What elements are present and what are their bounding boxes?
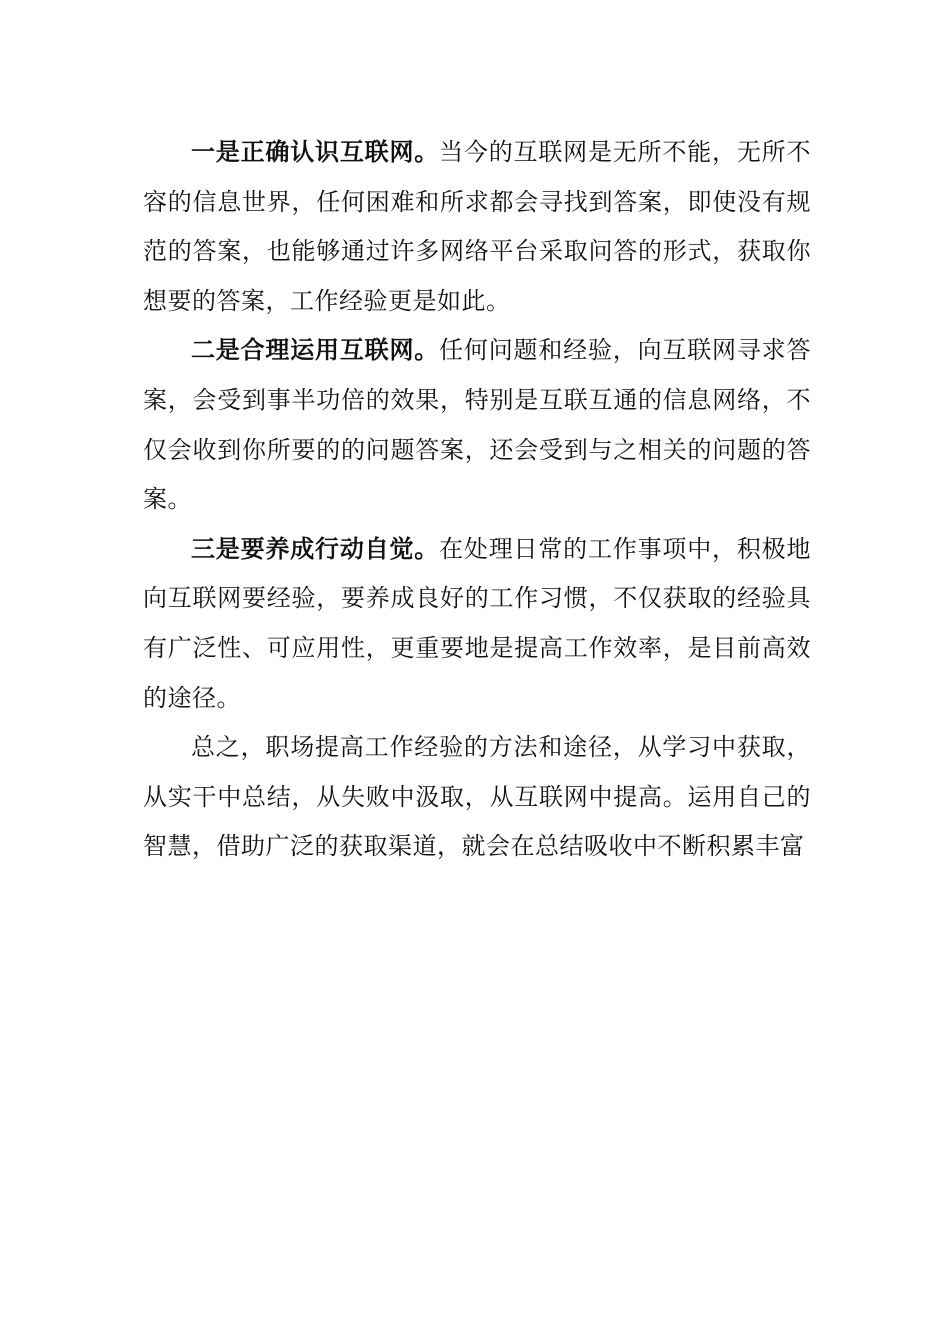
paragraph-1-text: 当今的互联网是无所不能，无所不容的信息世界，任何困难和所求都会寻找到答案，即使没有规范的答案，也能够通过许多网络平台采取问答的形式，获取你想要的答案，工作经验更是如此。 (143, 138, 811, 315)
paragraph-4 (143, 723, 811, 872)
paragraph-3-text: 在处理日常的工作事项中，积极地向互联网要经验，要养成良好的工作习惯，不仅获取的经验具有广泛性、可应用性，更重要地是提高工作效率，是目前高效的途径。 (143, 534, 811, 712)
paragraph-2 (143, 326, 811, 524)
paragraph-2-heading: 二是合理运用互联网。 (191, 336, 440, 365)
paragraph-4-text: 总之，职场提高工作经验的方法和途径，从学习中获取，从实干中总结，从失败中汲取，从互联网中提高。运用自己的智慧，借助广泛的获取渠道，就会在总结吸收中不断积累丰富 (143, 733, 811, 861)
paragraph-2-text: 任何问题和经验，向互联网寻求答案，会受到事半功倍的效果，特别是互联互通的信息网络，不仅会收到你所要的的问题答案，还会受到与之相关的问题的答案。 (143, 336, 811, 514)
document-body (143, 128, 811, 872)
paragraph-1 (143, 128, 811, 326)
paragraph-3-heading: 三是要养成行动自觉。 (191, 534, 440, 563)
paragraph-1-heading: 一是正确认识互联网。 (191, 138, 440, 166)
paragraph-3 (143, 525, 811, 723)
